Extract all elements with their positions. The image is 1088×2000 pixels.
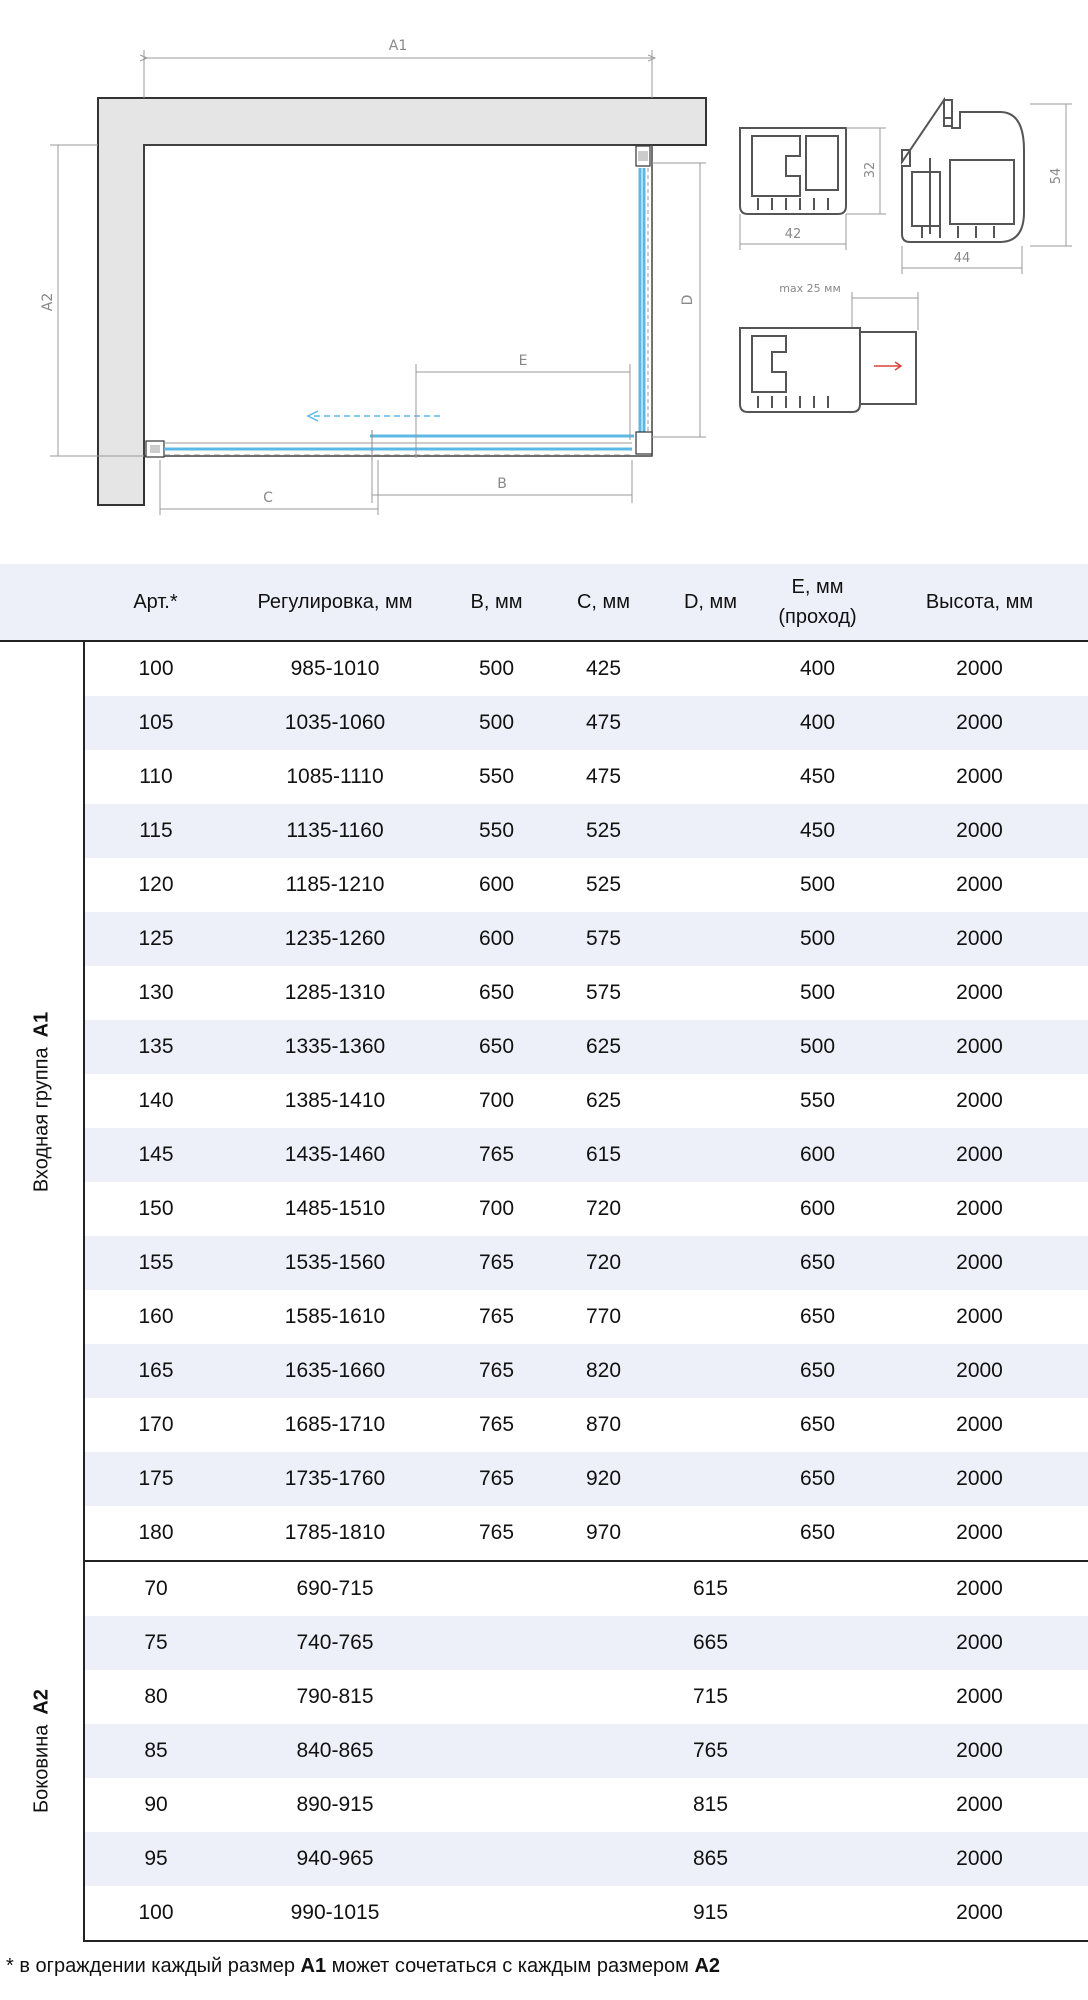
table-cell: 600 [443, 912, 550, 966]
table-cell: 85 [84, 1724, 227, 1778]
table-cell: 2000 [956, 1413, 1003, 1436]
profile-section-3 [740, 282, 918, 412]
table-cell: 2000 [871, 1452, 1088, 1506]
table-cell: 940-965 [227, 1832, 443, 1886]
table-cell: 115 [84, 804, 227, 858]
table-row [0, 1616, 1088, 1670]
profile-section-1 [740, 128, 886, 250]
dim-a2-label: A2 [40, 292, 56, 312]
table-cell: 650 [764, 1506, 871, 1561]
table-cell: 1185-1210 [285, 873, 385, 896]
table-cell: 2000 [871, 1128, 1088, 1182]
table-row [0, 1020, 1088, 1074]
table-cell: 920 [550, 1452, 657, 1506]
table-cell: 2000 [871, 1886, 1088, 1941]
table-cell [550, 1561, 657, 1616]
table-cell: 550 [799, 1089, 836, 1112]
table-cell [657, 750, 764, 804]
table-cell: 1685-1710 [284, 1413, 386, 1436]
wall-shape [98, 98, 706, 505]
table-row [0, 1398, 1088, 1452]
table-cell: 90 [144, 1793, 168, 1816]
table-cell: 475 [585, 765, 622, 788]
group-code: A1 [30, 1011, 52, 1037]
table-row [0, 966, 1088, 1020]
table-cell: 690-715 [296, 1577, 374, 1600]
table-row [0, 1886, 1088, 1941]
table-cell: 140 [138, 1089, 174, 1112]
table-row [0, 1290, 1088, 1344]
group-label [30, 1689, 53, 1813]
table-cell: 2000 [871, 1616, 1088, 1670]
table-cell: 700 [478, 1197, 515, 1220]
profile-section-2 [902, 100, 1072, 274]
table-row [0, 1128, 1088, 1182]
table-cell: 1385-1410 [284, 1089, 386, 1112]
group-label-cell [0, 1561, 84, 1941]
table-cell: 665 [657, 1616, 764, 1670]
table-cell: 1585-1610 [284, 1305, 386, 1328]
table-cell: 1485-1510 [284, 1197, 386, 1220]
table-cell: 2000 [956, 1793, 1003, 1816]
group-a2-rows [0, 1561, 1088, 1941]
table-cell: 2000 [956, 1197, 1003, 1220]
table-cell: 1085-1110 [286, 765, 384, 788]
header-b: B, мм [443, 564, 550, 641]
table-cell: 650 [478, 981, 515, 1004]
table-cell: 475 [550, 696, 657, 750]
profile3-note-label: max 25 мм [779, 282, 841, 295]
table-header-row [0, 564, 1088, 641]
table-cell: 450 [764, 804, 871, 858]
footnote: * в ограждении каждый размер A1 может сочетаться с каждым размером A2 [6, 1955, 721, 1977]
table-cell: 765 [443, 1128, 550, 1182]
table-cell: 865 [657, 1832, 764, 1886]
table-cell [657, 1398, 764, 1452]
table-cell [764, 1616, 871, 1670]
table-row [0, 912, 1088, 966]
table-cell: 180 [84, 1506, 227, 1561]
table-cell [443, 1616, 550, 1670]
header-group-cell [0, 564, 84, 641]
table-cell [657, 1506, 764, 1561]
table-cell: 1785-1810 [227, 1506, 443, 1561]
table-cell: 715 [692, 1685, 729, 1708]
table-cell: 615 [550, 1128, 657, 1182]
table-row [0, 750, 1088, 804]
table-row [0, 1506, 1088, 1561]
header-e: E, мм (проход) [764, 564, 871, 641]
table-cell: 150 [138, 1197, 174, 1220]
table-cell: 1235-1260 [227, 912, 443, 966]
table-cell: 820 [550, 1344, 657, 1398]
table-cell [657, 1452, 764, 1506]
dim-e-label: E [518, 353, 528, 369]
table-cell [443, 1832, 550, 1886]
table-cell: 575 [585, 981, 622, 1004]
table-cell [657, 696, 764, 750]
shower-layout-drawing [0, 0, 1088, 540]
table-cell: 2000 [871, 696, 1088, 750]
profile2-height-label: 54 [1049, 167, 1064, 185]
table-cell [657, 1344, 764, 1398]
table-cell: 600 [478, 873, 515, 896]
table-cell [657, 804, 764, 858]
table-cell: 720 [550, 1236, 657, 1290]
table-cell: 765 [478, 1305, 515, 1328]
table-cell: 170 [138, 1413, 174, 1436]
group-name: Входная группа [30, 1046, 52, 1192]
table-cell: 400 [764, 696, 871, 750]
table-cell [550, 1778, 657, 1832]
table-cell: 425 [550, 641, 657, 696]
header-height: Высота, мм [871, 564, 1088, 641]
table-cell [443, 1886, 550, 1941]
table-cell [764, 1832, 871, 1886]
table-cell: 600 [764, 1128, 871, 1182]
table-cell [657, 858, 764, 912]
table-cell [657, 966, 764, 1020]
table-cell: 175 [84, 1452, 227, 1506]
table-cell: 770 [585, 1305, 622, 1328]
table-cell: 2000 [871, 1506, 1088, 1561]
table-cell: 2000 [871, 1832, 1088, 1886]
table-cell: 165 [84, 1344, 227, 1398]
table-cell [550, 1670, 657, 1724]
table-cell: 70 [144, 1577, 168, 1600]
table-cell [764, 1778, 871, 1832]
table-row [0, 1832, 1088, 1886]
table-row [0, 858, 1088, 912]
table-cell: 2000 [871, 804, 1088, 858]
table-cell: 1285-1310 [284, 981, 386, 1004]
table-cell: 125 [84, 912, 227, 966]
table-row [0, 1236, 1088, 1290]
table-cell: 1335-1360 [227, 1020, 443, 1074]
table-cell: 765 [443, 1452, 550, 1506]
table-cell [550, 1832, 657, 1886]
table-cell: 650 [799, 1305, 836, 1328]
table-cell [550, 1724, 657, 1778]
group-name: Боковина [30, 1724, 52, 1813]
table-cell: 550 [478, 765, 515, 788]
table-cell [443, 1670, 550, 1724]
table-cell: 130 [138, 981, 174, 1004]
table-row [0, 696, 1088, 750]
table-row [0, 1561, 1088, 1616]
table-cell: 1635-1660 [227, 1344, 443, 1398]
table-cell: 765 [443, 1344, 550, 1398]
table-cell: 615 [692, 1577, 729, 1600]
table-cell: 890-915 [296, 1793, 374, 1816]
table-cell: 500 [799, 981, 836, 1004]
table-cell: 915 [657, 1886, 764, 1941]
table-cell: 625 [585, 1089, 622, 1112]
table-cell [550, 1886, 657, 1941]
table-cell [443, 1778, 550, 1832]
table-cell: 765 [657, 1724, 764, 1778]
table-cell [657, 1074, 764, 1128]
table-row [0, 1778, 1088, 1832]
table-cell [764, 1670, 871, 1724]
group-code: A2 [30, 1689, 52, 1715]
table-cell [764, 1561, 871, 1616]
plan-view [40, 38, 706, 515]
table-cell: 155 [84, 1236, 227, 1290]
table-cell [764, 1886, 871, 1941]
table-cell: 500 [764, 1020, 871, 1074]
table-cell: 2000 [956, 1577, 1003, 1600]
table-cell: 2000 [956, 981, 1003, 1004]
table-cell: 1535-1560 [227, 1236, 443, 1290]
table-cell: 500 [443, 641, 550, 696]
table-cell [657, 641, 764, 696]
table-cell [657, 1290, 764, 1344]
table-row [0, 641, 1088, 696]
table-cell: 1035-1060 [227, 696, 443, 750]
dim-d-label: D [680, 294, 696, 306]
table-cell: 650 [799, 1413, 836, 1436]
table-cell: 650 [764, 1452, 871, 1506]
table-row [0, 1724, 1088, 1778]
table-cell: 815 [692, 1793, 729, 1816]
table-cell: 600 [799, 1197, 836, 1220]
table-cell: 575 [550, 912, 657, 966]
table-cell: 790-815 [296, 1685, 374, 1708]
profile2-width-label: 44 [953, 251, 971, 266]
table-cell: 95 [84, 1832, 227, 1886]
profile1-height-label: 32 [863, 161, 878, 179]
table-cell: 870 [585, 1413, 622, 1436]
table-cell [657, 1020, 764, 1074]
table-cell [443, 1561, 550, 1616]
table-cell: 765 [478, 1413, 515, 1436]
table-cell: 2000 [956, 1305, 1003, 1328]
table-cell: 1735-1760 [227, 1452, 443, 1506]
table-cell: 700 [478, 1089, 515, 1112]
table-cell: 2000 [871, 1344, 1088, 1398]
header-c: C, мм [550, 564, 657, 641]
table-cell: 1135-1160 [227, 804, 443, 858]
table-cell: 650 [764, 1236, 871, 1290]
table-cell: 450 [799, 765, 836, 788]
table-cell: 2000 [871, 1020, 1088, 1074]
table-cell: 650 [764, 1344, 871, 1398]
table-cell [550, 1616, 657, 1670]
table-cell: 990-1015 [227, 1886, 443, 1941]
table-row [0, 1670, 1088, 1724]
table-cell: 2000 [871, 1724, 1088, 1778]
table-cell: 2000 [871, 1236, 1088, 1290]
table-cell [657, 1128, 764, 1182]
dim-a1-label: A1 [388, 38, 408, 54]
header-adjustment: Регулировка, мм [227, 564, 443, 641]
spec-table [0, 564, 1088, 1942]
table-cell: 970 [550, 1506, 657, 1561]
table-row [0, 1182, 1088, 1236]
table-cell [764, 1724, 871, 1778]
group-label-cell [0, 641, 84, 1561]
table-cell: 500 [443, 696, 550, 750]
table-cell: 525 [550, 804, 657, 858]
table-cell [657, 1182, 764, 1236]
table-cell: 120 [138, 873, 174, 896]
header-art: Арт.* [84, 564, 227, 641]
dim-c-label: C [263, 490, 273, 506]
group-label [30, 1011, 53, 1191]
table-cell: 840-865 [227, 1724, 443, 1778]
table-row [0, 1074, 1088, 1128]
table-cell: 80 [144, 1685, 168, 1708]
table-cell: 720 [585, 1197, 622, 1220]
header-d: D, мм [657, 564, 764, 641]
table-cell: 650 [443, 1020, 550, 1074]
table-cell: 765 [443, 1506, 550, 1561]
table-cell: 2000 [956, 765, 1003, 788]
table-cell: 100 [84, 1886, 227, 1941]
table-cell: 2000 [956, 1089, 1003, 1112]
table-cell [443, 1724, 550, 1778]
table-cell: 75 [84, 1616, 227, 1670]
table-cell: 2000 [871, 641, 1088, 696]
table-cell: 105 [84, 696, 227, 750]
table-cell: 135 [84, 1020, 227, 1074]
table-cell: 100 [84, 641, 227, 696]
table-cell: 550 [443, 804, 550, 858]
table-cell: 2000 [956, 873, 1003, 896]
table-cell: 160 [138, 1305, 174, 1328]
table-cell [657, 1236, 764, 1290]
table-cell: 2000 [956, 1685, 1003, 1708]
profile1-width-label: 42 [784, 227, 802, 242]
table-cell: 1435-1460 [227, 1128, 443, 1182]
table-cell: 110 [139, 765, 173, 788]
table-cell: 625 [550, 1020, 657, 1074]
group-a1-rows [0, 641, 1088, 1561]
table-cell [657, 912, 764, 966]
table-row [0, 1452, 1088, 1506]
table-cell: 985-1010 [227, 641, 443, 696]
table-cell: 145 [84, 1128, 227, 1182]
table-cell: 740-765 [227, 1616, 443, 1670]
table-cell: 2000 [871, 912, 1088, 966]
table-cell: 500 [799, 873, 836, 896]
table-cell: 525 [585, 873, 622, 896]
table-row [0, 1344, 1088, 1398]
table-cell: 765 [443, 1236, 550, 1290]
dim-b-label: B [497, 476, 507, 492]
table-row [0, 804, 1088, 858]
table-cell: 500 [764, 912, 871, 966]
table-cell: 400 [764, 641, 871, 696]
